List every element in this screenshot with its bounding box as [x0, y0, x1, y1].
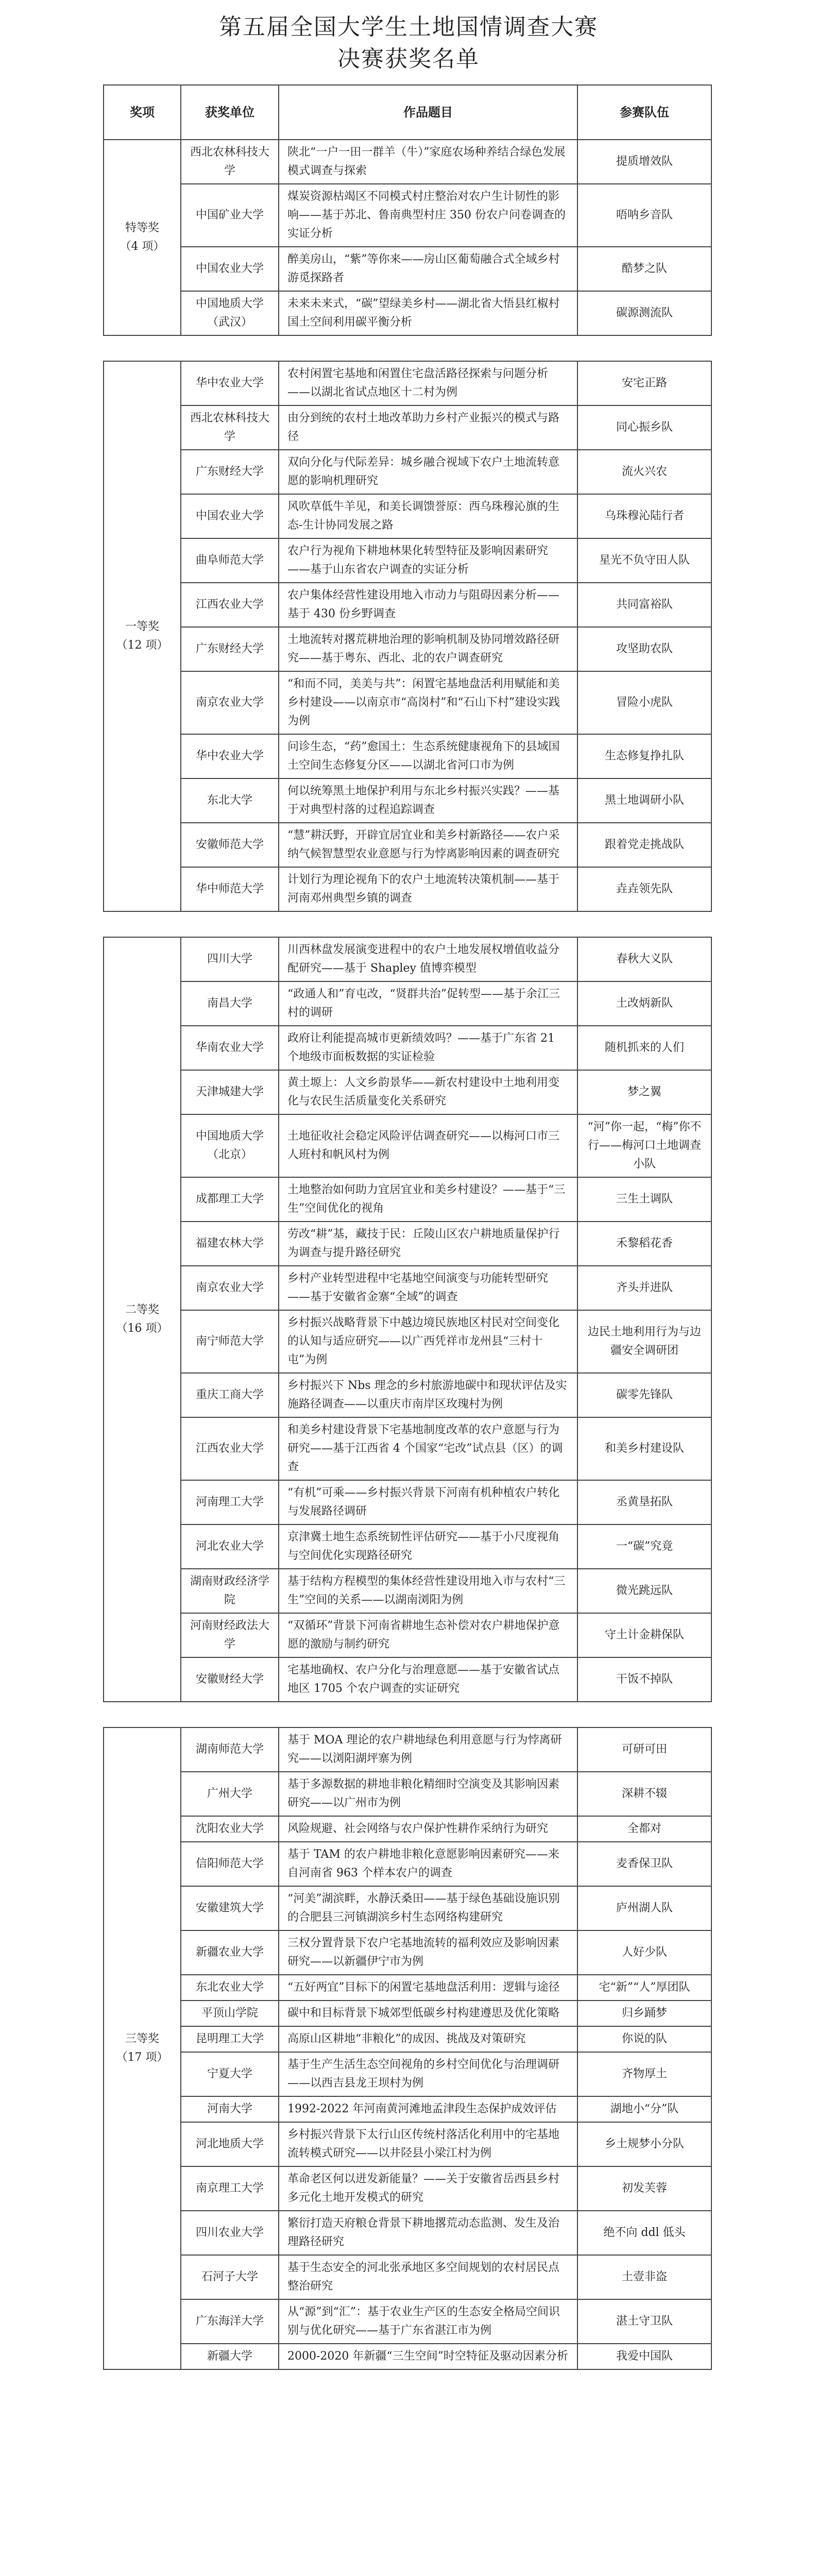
award-title-cell: 乡村振兴下 Nbs 理念的乡村旅游地碳中和现状评估及实施路径调查——以重庆市南岸区玫瑰村为例: [279, 1373, 577, 1417]
award-unit-cell: 南京农业大学: [181, 1266, 279, 1310]
award-team-cell: 生态修复挣扎队: [577, 734, 711, 778]
page-title: 第五届全国大学生土地国情调查大赛: [219, 14, 598, 40]
table-row: [104, 1930, 711, 1975]
award-team-cell: 春秋大义队: [577, 937, 711, 981]
award-unit-cell: 平顶山学院: [181, 2001, 279, 2026]
table-row: [104, 627, 711, 671]
table-row: [104, 1816, 711, 1842]
table-row: [104, 823, 711, 867]
award-title-cell: “和而不同，美美与共”：闲置宅基地盘活利用赋能和美乡村建设——以南京市“高岗村”和“石山下村”建设实践为例: [279, 671, 577, 734]
award-team-cell: 禾黎稻花香: [577, 1222, 711, 1266]
award-title-cell: 繁衍打造天府粮仓背景下耕地撂荒动态监测、发生及治理路径研究: [279, 2211, 577, 2255]
award-title-cell: 土地征收社会稳定风险评估调查研究——以梅河口市三人班村和帆风村为例: [279, 1114, 577, 1177]
table-row: [104, 2299, 711, 2344]
award-level-count: （17 项）: [116, 2051, 168, 2064]
award-title-cell: 基于 MOA 理论的农户耕地绿色利用意愿与行为悖离研究——以浏阳湖坪寨为例: [279, 1727, 577, 1772]
award-title-cell: 土地整治如何助力宜居宜业和美乡村建设？——基于“三生”空间优化的视角: [279, 1177, 577, 1222]
table-row: [104, 867, 711, 911]
award-team-cell: 梦之翼: [577, 1070, 711, 1114]
table-row: [104, 1222, 711, 1266]
table-row: [104, 450, 711, 494]
award-team-cell: 三生土调队: [577, 1177, 711, 1222]
award-title-cell: 农户行为视角下耕地林果化转型特征及影响因素研究——基于山东省农户调查的实证分析: [279, 538, 577, 583]
awards-table-body: [104, 140, 711, 2369]
group-separator-cell: [104, 335, 711, 361]
award-team-cell: 乡土规梦小分队: [577, 2122, 711, 2166]
table-row: [104, 1772, 711, 1816]
table-row: [104, 291, 711, 335]
award-title-cell: 碳中和目标背景下城郊型低碳乡村构建遵思及优化策略: [279, 2001, 577, 2026]
table-row: [104, 1070, 711, 1114]
award-title-cell: 高原山区耕地“非粮化”的成因、挑战及对策研究: [279, 2026, 577, 2052]
award-team-cell: 齐物厚土: [577, 2052, 711, 2096]
award-team-cell: 人好少队: [577, 1930, 711, 1975]
table-row: [104, 1569, 711, 1613]
award-unit-cell: 南昌大学: [181, 981, 279, 1026]
award-level-cell: [104, 1727, 181, 2369]
award-title-cell: “慧”耕沃野，开辟宜居宜业和美乡村新路径——农户采纳气候智慧型农业意愿与行为悖离影响因素的调查研究: [279, 823, 577, 867]
award-team-cell: 麦香保卫队: [577, 1842, 711, 1886]
table-row: [104, 2255, 711, 2299]
table-row: [104, 583, 711, 627]
award-unit-cell: 四川大学: [181, 937, 279, 981]
award-level-name: 特等奖: [125, 222, 159, 234]
award-unit-cell: 安徽财经大学: [181, 1657, 279, 1702]
award-title-cell: 1992-2022 年河南黄河滩地孟津段生态保护成效评估: [279, 2096, 577, 2122]
award-unit-cell: 成都理工大学: [181, 1177, 279, 1222]
award-title-cell: 从“源”到“汇”：基于农业生产区的生态安全格局空间识别与优化研究——基于广东省湛江市为例: [279, 2299, 577, 2344]
award-unit-cell: 江西农业大学: [181, 1417, 279, 1480]
award-team-cell: 安宅正路: [577, 361, 711, 405]
award-title-cell: 政府让利能提高城市更新绩效吗？——基于广东省 21 个地级市面板数据的实证检验: [279, 1026, 577, 1070]
award-title-cell: 陕北“一户一田一群羊（牛）”家庭农场种养结合绿色发展模式调查与探索: [279, 140, 577, 184]
award-team-cell: 黑土地调研小队: [577, 778, 711, 823]
award-unit-cell: 中国矿业大学: [181, 184, 279, 247]
award-title-cell: 双向分化与代际差异：城乡融合视域下农户土地流转意愿的影响机理研究: [279, 450, 577, 494]
column-header-team: 参赛队伍: [577, 85, 711, 140]
award-team-cell: 初发芙蓉: [577, 2166, 711, 2211]
award-unit-cell: 福建农林大学: [181, 1222, 279, 1266]
award-title-cell: 基于生态安全的河北张承地区多空间规划的农村居民点整治研究: [279, 2255, 577, 2299]
award-unit-cell: 西北农林科技大学: [181, 405, 279, 450]
award-level-cell: [104, 937, 181, 1702]
award-team-cell: 齐头并进队: [577, 1266, 711, 1310]
award-team-cell: 冒险小虎队: [577, 671, 711, 734]
table-row: [104, 1373, 711, 1417]
award-unit-cell: 南京农业大学: [181, 671, 279, 734]
award-level-cell: [104, 361, 181, 911]
award-unit-cell: 沈阳农业大学: [181, 1816, 279, 1842]
award-team-cell: 星光不负守田人队: [577, 538, 711, 583]
table-row: [104, 2166, 711, 2211]
award-title-cell: 黄土塬上：人文乡韵景华——新农村建设中土地利用变化与农民生活质量变化关系研究: [279, 1070, 577, 1114]
award-title-cell: “政通人和”育屯改，“贤群共治”促转型——基于余江三村的调研: [279, 981, 577, 1026]
award-unit-cell: 河南财经政法大学: [181, 1613, 279, 1657]
table-row: [104, 1480, 711, 1524]
award-title-cell: 醉美房山，“紫”等你来——房山区葡萄融合式全域乡村游觅探路者: [279, 247, 577, 291]
award-unit-cell: 中国农业大学: [181, 494, 279, 538]
award-unit-cell: 石河子大学: [181, 2255, 279, 2299]
column-header-award: 奖项: [104, 85, 181, 140]
award-level-count: （4 项）: [120, 240, 165, 253]
header: [0, 0, 817, 77]
award-team-cell: 共同富裕队: [577, 583, 711, 627]
table-row: [104, 184, 711, 247]
award-team-cell: 和美乡村建设队: [577, 1417, 711, 1480]
award-team-cell: 你说的队: [577, 2026, 711, 2052]
award-team-cell: 碳零先锋队: [577, 1373, 711, 1417]
award-team-cell: 全都对: [577, 1816, 711, 1842]
award-team-cell: 宅“新”“人”厚团队: [577, 1975, 711, 2001]
award-team-cell: 跟着党走挑战队: [577, 823, 711, 867]
table-row: [104, 1026, 711, 1070]
awards-table: [103, 84, 712, 2370]
award-unit-cell: 中国农业大学: [181, 247, 279, 291]
table-row: [104, 1177, 711, 1222]
award-unit-cell: 四川农业大学: [181, 2211, 279, 2255]
award-title-cell: 川西林盘发展演变进程中的农户土地发展权增值收益分配研究——基于 Shapley 值博弈模型: [279, 937, 577, 981]
award-team-cell: 随机抓来的人们: [577, 1026, 711, 1070]
table-row: [104, 1975, 711, 2001]
award-title-cell: 革命老区何以迸发新能量？——关于安徽省岳西县乡村多元化土地开发模式的研究: [279, 2166, 577, 2211]
award-team-cell: “河”你一起，“梅”你不行——梅河口土地调查小队: [577, 1114, 711, 1177]
award-title-cell: 基于 TAM 的农户耕地非粮化意愿影响因素研究——来自河南省 963 个样本农户的调查: [279, 1842, 577, 1886]
award-team-cell: 丞黄垦拓队: [577, 1480, 711, 1524]
award-title-cell: 计划行为理论视角下的农户土地流转决策机制——基于河南邓州典型乡镇的调查: [279, 867, 577, 911]
award-title-cell: 乡村产业转型进程中宅基地空间演变与功能转型研究——基于安徽省金寨“全域”的调查: [279, 1266, 577, 1310]
table-row: [104, 1310, 711, 1373]
award-team-cell: 乌珠穆沁陆行者: [577, 494, 711, 538]
award-title-cell: 农村闲置宅基地和闲置住宅盘活路径探索与问题分析——以湖北省试点地区十二村为例: [279, 361, 577, 405]
award-team-cell: 我爱中国队: [577, 2344, 711, 2369]
table-row: [104, 981, 711, 1026]
column-header-title: 作品题目: [279, 85, 577, 140]
award-team-cell: 深耕不辍: [577, 1772, 711, 1816]
award-unit-cell: 河北地质大学: [181, 2122, 279, 2166]
group-separator: [104, 1702, 711, 1727]
award-team-cell: 湛土守卫队: [577, 2299, 711, 2344]
award-title-cell: 京津冀土地生态系统韧性评估研究——基于小尺度视角与空间优化实现路径研究: [279, 1524, 577, 1569]
group-separator-cell: [104, 1702, 711, 1727]
table-row: [104, 1114, 711, 1177]
award-unit-cell: 重庆工商大学: [181, 1373, 279, 1417]
award-title-cell: 土地流转对撂荒耕地治理的影响机制及协同增效路径研究——基于粤东、西北、北的农户调查研究: [279, 627, 577, 671]
table-row: [104, 1727, 711, 1772]
award-unit-cell: 东北农业大学: [181, 1975, 279, 2001]
award-title-cell: 未来未来式，“碳”望绿美乡村——湖北省大悟县红椒村国土空间利用碳平衡分析: [279, 291, 577, 335]
award-team-cell: 攻坚助农队: [577, 627, 711, 671]
table-row: [104, 2211, 711, 2255]
table-row: [104, 1417, 711, 1480]
award-unit-cell: 河南大学: [181, 2096, 279, 2122]
page-subtitle: 决赛获奖名单: [337, 46, 480, 72]
award-unit-cell: 西北农林科技大学: [181, 140, 279, 184]
table-header-row: [104, 85, 711, 140]
award-team-cell: 可研可田: [577, 1727, 711, 1772]
table-row: [104, 778, 711, 823]
award-team-cell: 绝不向 ddl 低头: [577, 2211, 711, 2255]
award-title-cell: 基于多源数据的耕地非粮化精细时空演变及其影响因素研究——以广州市为例: [279, 1772, 577, 1816]
group-separator: [104, 911, 711, 937]
table-row: [104, 671, 711, 734]
award-unit-cell: 新疆大学: [181, 2344, 279, 2369]
award-title-cell: 煤炭资源枯竭区不同模式村庄整治对农户生计韧性的影响——基于苏北、鲁南典型村庄 350 份农户问卷调查的实证分析: [279, 184, 577, 247]
award-title-cell: “河美”湖滨畔，水静沃桑田——基于绿色基础设施识别的合肥县三河镇湖滨乡村生态网络构建研究: [279, 1886, 577, 1930]
award-team-cell: 归乡踊梦: [577, 2001, 711, 2026]
award-unit-cell: 信阳师范大学: [181, 1842, 279, 1886]
award-title-cell: 农户集体经营性建设用地入市动力与阻碍因素分析——基于 430 份乡野调查: [279, 583, 577, 627]
award-level-count: （12 项）: [116, 639, 168, 652]
table-row: [104, 2001, 711, 2026]
award-title-cell: 乡村振兴战略背景下中越边境民族地区村民对空间变化的认知与适应研究——以广西凭祥市龙州县“三村十屯”为例: [279, 1310, 577, 1373]
table-row: [104, 2052, 711, 2096]
award-title-cell: 风险规避、社会网络与农户保护性耕作采纳行为研究: [279, 1816, 577, 1842]
award-team-cell: 庐州湖人队: [577, 1886, 711, 1930]
award-team-cell: 碳源测流队: [577, 291, 711, 335]
award-title-cell: 和美乡村建设背景下宅基地制度改革的农户意愿与行为研究——基于江西省 4 个国家“宅改”试点县（区）的调查: [279, 1417, 577, 1480]
award-team-cell: 垚垚领先队: [577, 867, 711, 911]
award-level-cell: [104, 140, 181, 335]
award-level-name: 三等奖: [125, 2032, 159, 2045]
award-unit-cell: 广东财经大学: [181, 450, 279, 494]
table-row: [104, 361, 711, 405]
table-row: [104, 1613, 711, 1657]
award-title-cell: 2000-2020 年新疆“三生空间”时空特征及驱动因素分析: [279, 2344, 577, 2369]
award-title-cell: 何以统筹黑土地保护利用与东北乡村振兴实践？——基于对典型村落的过程追踪调查: [279, 778, 577, 823]
award-unit-cell: 宁夏大学: [181, 2052, 279, 2096]
column-header-unit: 获奖单位: [181, 85, 279, 140]
table-row: [104, 494, 711, 538]
award-team-cell: 唔呐乡音队: [577, 184, 711, 247]
award-unit-cell: 安徽建筑大学: [181, 1886, 279, 1930]
table-row: [104, 734, 711, 778]
award-unit-cell: 华南农业大学: [181, 1026, 279, 1070]
award-title-cell: 风吹草低牛羊见，和美长调馈誉原：西乌珠穆沁旗的生态-生计协同发展之路: [279, 494, 577, 538]
award-unit-cell: 中国地质大学（武汉）: [181, 291, 279, 335]
award-team-cell: 土壹非盗: [577, 2255, 711, 2299]
table-row: [104, 2122, 711, 2166]
award-title-cell: “有机”可乘——乡村振兴背景下河南有机种植农户转化与发展路径调研: [279, 1480, 577, 1524]
award-unit-cell: 华中师范大学: [181, 867, 279, 911]
award-title-cell: 基于结构方程模型的集体经营性建设用地入市与农村“三生”空间的关系——以湖南浏阳为例: [279, 1569, 577, 1613]
award-team-cell: 流火兴农: [577, 450, 711, 494]
award-title-cell: 问诊生态，“药”愈国土：生态系统健康视角下的县域国土空间生态修复分区——以湖北省河口市为例: [279, 734, 577, 778]
award-title-cell: 劳改“耕”基，藏技于民：丘陵山区农户耕地质量保护行为调查与提升路径研究: [279, 1222, 577, 1266]
award-unit-cell: 天津城建大学: [181, 1070, 279, 1114]
table-row: [104, 538, 711, 583]
table-row: [104, 2096, 711, 2122]
table-row: [104, 1842, 711, 1886]
award-unit-cell: 南宁师范大学: [181, 1310, 279, 1373]
table-row: [104, 937, 711, 981]
group-separator: [104, 335, 711, 361]
award-unit-cell: 广东海洋大学: [181, 2299, 279, 2344]
award-team-cell: 干饭不掉队: [577, 1657, 711, 1702]
table-row: [104, 405, 711, 450]
award-title-cell: 乡村振兴背景下太行山区传统村落活化利用中的宅基地流转模式研究——以井陉县小梁江村为例: [279, 2122, 577, 2166]
award-unit-cell: 东北大学: [181, 778, 279, 823]
award-unit-cell: 新疆农业大学: [181, 1930, 279, 1975]
award-title-cell: “五好两宜”目标下的闲置宅基地盘活利用：逻辑与途径: [279, 1975, 577, 2001]
table-row: [104, 2344, 711, 2369]
award-level-name: 二等奖: [125, 1303, 159, 1316]
award-team-cell: 同心振乡队: [577, 405, 711, 450]
award-unit-cell: 华中农业大学: [181, 734, 279, 778]
award-unit-cell: 湖南财政经济学院: [181, 1569, 279, 1613]
table-row: [104, 247, 711, 291]
award-unit-cell: 中国地质大学（北京）: [181, 1114, 279, 1177]
award-unit-cell: 广东财经大学: [181, 627, 279, 671]
award-unit-cell: 昆明理工大学: [181, 2026, 279, 2052]
award-team-cell: 守土计金耕保队: [577, 1613, 711, 1657]
table-row: [104, 140, 711, 184]
award-unit-cell: 华中农业大学: [181, 361, 279, 405]
award-team-cell: 一“碳”究竟: [577, 1524, 711, 1569]
award-unit-cell: 江西农业大学: [181, 583, 279, 627]
table-row: [104, 1266, 711, 1310]
table-row: [104, 2026, 711, 2052]
table-row: [104, 1657, 711, 1702]
award-title-cell: 基于生产生活生态空间视角的乡村空间优化与治理调研——以西吉县龙王坝村为例: [279, 2052, 577, 2096]
award-team-cell: 边民土地利用行为与边疆安全调研团: [577, 1310, 711, 1373]
award-team-cell: 酷梦之队: [577, 247, 711, 291]
award-level-name: 一等奖: [125, 620, 159, 633]
award-team-cell: 土改炳新队: [577, 981, 711, 1026]
award-unit-cell: 湖南师范大学: [181, 1727, 279, 1772]
award-title-cell: 三权分置背景下农户宅基地流转的福利效应及影响因素研究——以新疆伊宁市为例: [279, 1930, 577, 1975]
award-title-cell: “双循环”背景下河南省耕地生态补偿对农户耕地保护意愿的激励与制约研究: [279, 1613, 577, 1657]
award-team-cell: 微光跳远队: [577, 1569, 711, 1613]
award-unit-cell: 河北农业大学: [181, 1524, 279, 1569]
award-unit-cell: 河南理工大学: [181, 1480, 279, 1524]
table-row: [104, 1524, 711, 1569]
award-team-cell: 提质增效队: [577, 140, 711, 184]
award-unit-cell: 曲阜师范大学: [181, 538, 279, 583]
award-unit-cell: 南京理工大学: [181, 2166, 279, 2211]
table-row: [104, 1886, 711, 1930]
award-team-cell: 湖地小“分”队: [577, 2096, 711, 2122]
award-title-cell: 宅基地确权、农户分化与治理意愿——基于安徽省试点地区 1705 个农户调查的实证研究: [279, 1657, 577, 1702]
award-level-count: （16 项）: [116, 1322, 168, 1335]
award-unit-cell: 广州大学: [181, 1772, 279, 1816]
award-unit-cell: 安徽师范大学: [181, 823, 279, 867]
group-separator-cell: [104, 911, 711, 937]
award-title-cell: 由分到统的农村土地改革助力乡村产业振兴的模式与路径: [279, 405, 577, 450]
